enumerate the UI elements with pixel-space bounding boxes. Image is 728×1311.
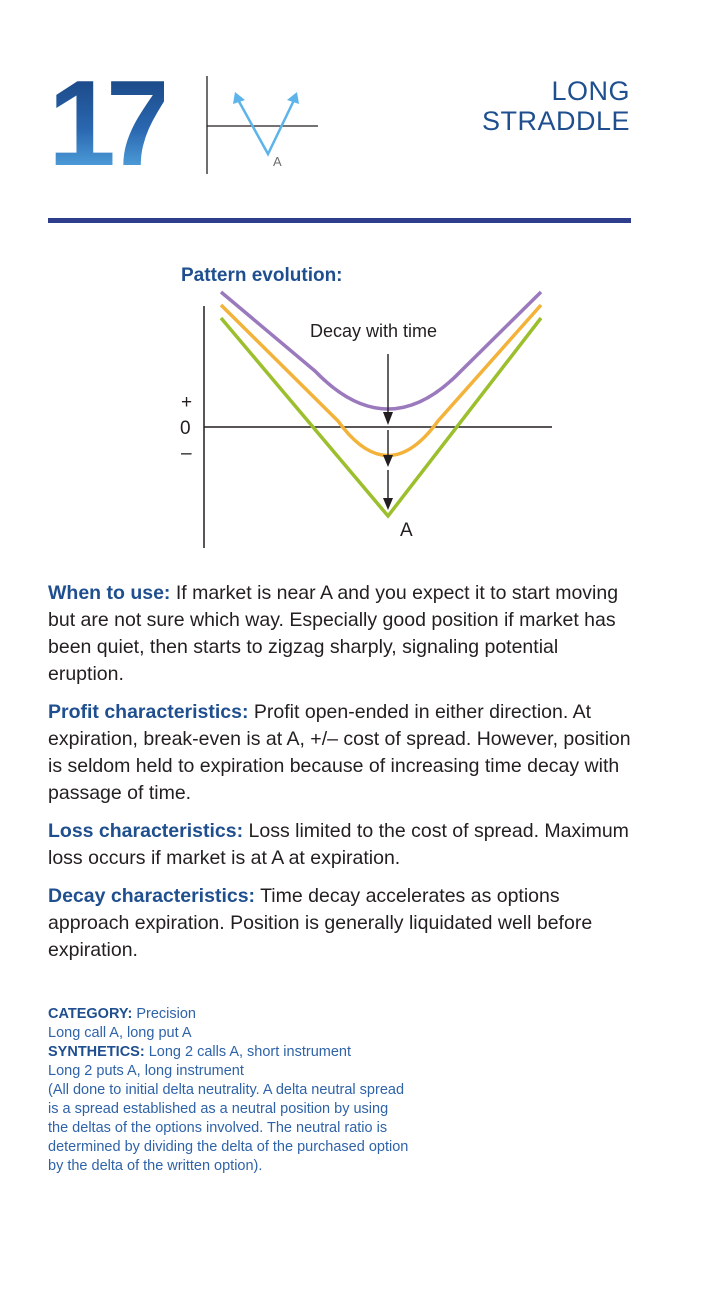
when-to-use-label: When to use: (48, 582, 171, 604)
note-line: by the delta of the written option). (48, 1158, 263, 1174)
profit-paragraph (48, 699, 638, 807)
synthetics-value: Long 2 calls A, short instrument (144, 1044, 351, 1060)
title-line-2: STRADDLE (481, 106, 630, 136)
profit-text: Profit open-ended in either direction. At expiration, break-even is at A, +/– cost of spread. However, position is seldom held to expiration because of increasing time decay with passage of time. (48, 701, 631, 804)
description (48, 580, 638, 975)
zero-label: 0 (180, 418, 191, 439)
pattern-evolution-chart (0, 0, 728, 560)
note-line: (All done to initial delta neutrality. A delta neutral spread (48, 1082, 405, 1098)
when-to-use-text: If market is near A and you expect it to start moving but are not sure which way. Especially good position if market has been quiet, then starts to zigzag sharply, signaling potential eruption. (48, 582, 619, 685)
note-line: is a spread established as a neutral position by using (48, 1101, 389, 1117)
decay-annotation: Decay with time (310, 321, 438, 341)
when-to-use-paragraph (48, 580, 638, 688)
strategy-meta (48, 1005, 488, 1176)
synthetics-detail: Long 2 puts A, long instrument (48, 1063, 244, 1079)
loss-text: Loss limited to the cost of spread. Maximum loss occurs if market is at A at expiration. (48, 820, 629, 869)
loss-paragraph (48, 818, 638, 872)
minus-label: – (181, 443, 192, 464)
title-line-1: LONG (551, 76, 630, 106)
plus-label: + (181, 392, 193, 413)
category-detail: Long call A, long put A (48, 1025, 192, 1041)
mini-icon-a-label: A (273, 154, 282, 169)
loss-label: Loss characteristics: (48, 820, 244, 842)
synthetics-line (48, 1043, 488, 1062)
strategy-number: 17 (48, 55, 164, 191)
curve-green (221, 318, 541, 516)
profit-label: Profit characteristics: (48, 701, 249, 723)
category-value: Precision (132, 1006, 196, 1022)
decay-text: Time decay accelerates as options approach expiration. Position is generally liquidated well before expiration. (48, 885, 593, 961)
decay-arrow-head-1 (383, 412, 393, 425)
decay-arrow-head-2 (383, 455, 393, 467)
note-line: determined by dividing the delta of the purchased option (48, 1139, 409, 1155)
category-line (48, 1005, 488, 1024)
note-line: the deltas of the options involved. The neutral ratio is (48, 1120, 388, 1136)
decay-label: Decay characteristics: (48, 885, 256, 907)
chart-heading: Pattern evolution: (181, 265, 343, 286)
synthetics-label: SYNTHETICS: (48, 1044, 145, 1060)
decay-arrow-head-3 (383, 498, 393, 510)
strike-a-label: A (400, 520, 413, 541)
category-label: CATEGORY: (48, 1006, 133, 1022)
decay-paragraph (48, 883, 638, 964)
